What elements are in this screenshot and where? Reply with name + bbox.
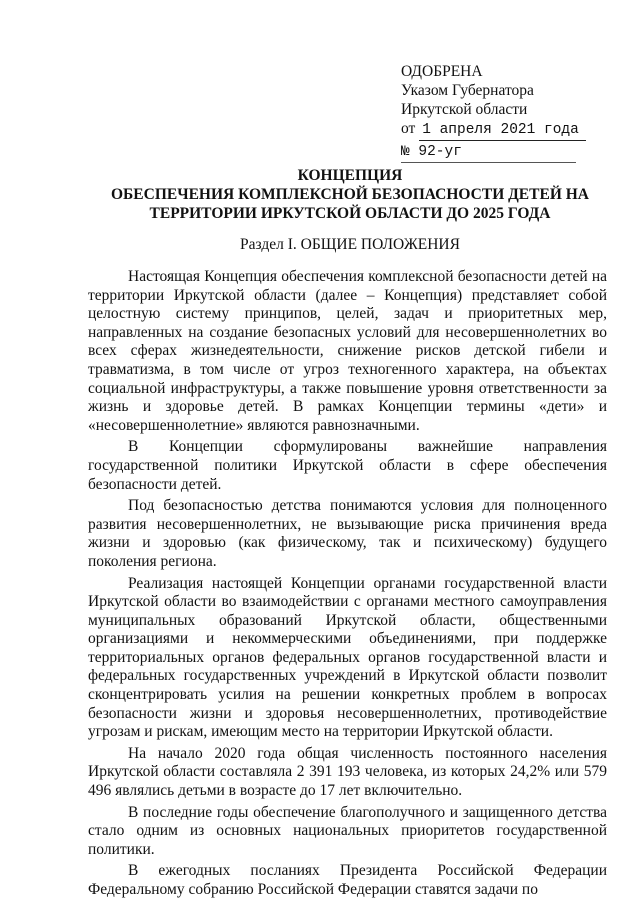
- paragraph: Реализация настоящей Концепции органами государственной власти Иркутской области во взаимодействии с органами местного самоуправления муниципальных образований Иркутской области, общественными организациями и некоммерческими объединениями, при поддержке территориальных органов федеральных органов государственной власти и федеральных государственных учреждений в Иркутской области позволит сконцентрировать усилия на решении конкретных проблем в вопросах безопасности жизни и здоровья несовершеннолетних, противодействие угрозам и рискам, имеющим место на территории Иркутской области.: [88, 574, 607, 741]
- approval-region: Иркутской области: [401, 101, 528, 118]
- title-line-3: ТЕРРИТОРИИ ИРКУТСКОЙ ОБЛАСТИ ДО 2025 ГОДА: [149, 205, 551, 222]
- document-title: [40, 166, 640, 223]
- title-line-1: КОНЦЕПЦИЯ: [297, 167, 403, 184]
- paragraph: Настоящая Концепция обеспечения комплексной безопасности детей на территории Иркутской области (далее – Концепция) представляет собой целостную систему принципов, целей, задач и приоритетных мер, направленных на создание безопасных условий для несовершеннолетних во всех сферах жизнедеятельности, снижение рисков детской гибели и травматизма, в том числе от угроз техногенного характера, на объектах социальной инфраструктуры, а также повышение уровня ответственности за жизнь и здоровье детей. В рамках Концепции термины «дети» и «несовершеннолетние» являются равнозначными.: [88, 268, 607, 434]
- paragraph: В Концепции сформулированы важнейшие направления государственной политики Иркутской области в сфере обеспечения безопасности детей.: [88, 438, 607, 493]
- paragraph: На начало 2020 года общая численность постоянного населения Иркутской области составляла 2 391 193 человека, из которых 24,2% или 579 496 являлись детьми в возрасте до 17 лет включительно.: [88, 744, 607, 800]
- approval-authority: Указом Губернатора: [401, 82, 534, 99]
- approval-status: ОДОБРЕНА: [401, 63, 483, 80]
- document-body: [88, 268, 607, 900]
- approval-number: № 92-уг: [401, 143, 576, 163]
- approval-stamp: [401, 62, 586, 163]
- section-heading: Раздел I. ОБЩИЕ ПОЛОЖЕНИЯ: [240, 236, 460, 253]
- paragraph: Под безопасностью детства понимаются условия для полноценного развития несовершеннолетних, не вызывающие риска причинения вреда жизни и здоровью (как физическому, так и психическому) будущего поколения региона.: [88, 497, 607, 570]
- approval-date: 1 апреля 2021 года: [419, 121, 586, 141]
- approval-date-row: [401, 119, 586, 141]
- approval-date-prefix: от: [401, 120, 416, 137]
- paragraph: В последние годы обеспечение благополучного и защищенного детства стало одним из основных национальных приоритетов государственной политики.: [88, 803, 607, 858]
- title-line-2: ОБЕСПЕЧЕНИЯ КОМПЛЕКСНОЙ БЕЗОПАСНОСТИ ДЕТЕЙ НА: [110, 186, 589, 203]
- paragraph: В ежегодных посланиях Президента Российской Федерации Федеральному собранию Российской Федерации ставятся задачи по: [88, 862, 607, 898]
